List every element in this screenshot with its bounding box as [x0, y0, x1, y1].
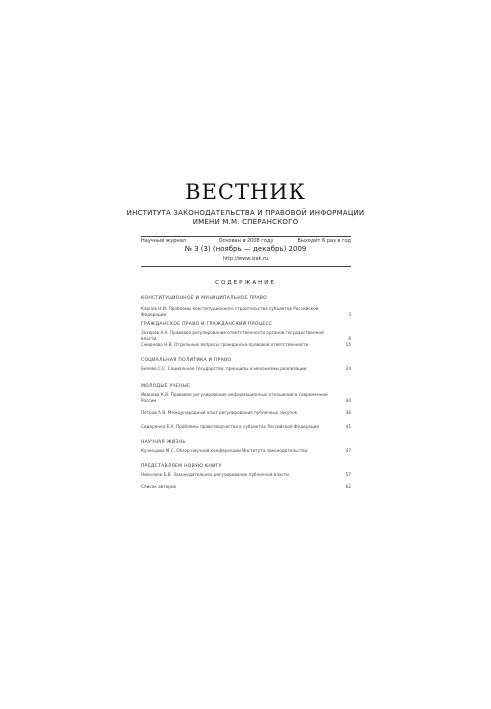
journal-subtitle [0, 209, 491, 227]
toc-entry[interactable] [141, 424, 351, 430]
toc-entry-page: 57 [345, 472, 351, 477]
meta-right: Выходит 6 раз в год [297, 238, 351, 244]
toc-entry-page: 41 [345, 424, 351, 429]
website-link[interactable]: http://www.izak.ru [222, 256, 269, 262]
meta-center: Основан в 2008 году [218, 238, 274, 244]
toc-entry[interactable] [141, 366, 351, 372]
meta-left: Научный журнал [141, 238, 186, 244]
toc-entry-text: Список авторов [141, 484, 176, 489]
toc-section-title: ПРЕДСТАВЛЯЕМ НОВУЮ КНИГУ [141, 464, 222, 469]
toc-entry-text: Захаров А.А. Правовое регулирование ответственности органов государственной власти [141, 330, 324, 341]
toc-entry-page: 62 [345, 484, 351, 489]
toc-entry[interactable] [141, 342, 351, 348]
toc-entry[interactable] [141, 330, 351, 342]
toc-section-title: КОНСТИТУЦИОННОЕ И МУНИЦИПАЛЬНОЕ ПРАВО [141, 296, 267, 301]
toc-entry[interactable] [141, 392, 351, 404]
toc-heading: СОДЕРЖАНИЕ [215, 280, 276, 286]
journal-title: ВЕСТНИК [185, 180, 306, 204]
toc-entry-page: 36 [345, 410, 351, 415]
toc-section-title: НАУЧНАЯ ЖИЗНЬ [141, 440, 186, 445]
toc-entry[interactable] [141, 410, 351, 416]
issue-number: № 3 (3) (ноябрь — декабрь) 2009 [184, 245, 307, 253]
toc-entry-text: Карпов Н.И. Проблемы конституционного строительства субъектов Российской Федерации [141, 306, 319, 317]
toc-entry[interactable] [141, 484, 351, 490]
bottom-rule [141, 266, 351, 267]
toc-entry-text: Иванова К.В. Правовое регулирование информационных отношений в современной России [141, 392, 328, 403]
top-rule [141, 236, 351, 237]
toc-entry-page: 3 [348, 312, 351, 317]
toc-section-title: МОЛОДЫЕ УЧЕНЫЕ [141, 384, 191, 389]
subtitle-line-1: ИНСТИТУТА ЗАКОНОДАТЕЛЬСТВА И ПРАВОВОЙ ИНФОРМАЦИИ [126, 209, 365, 217]
subtitle-line-2: ИМЕНИ М.М. СПЕРАНСКОГО [192, 218, 299, 226]
toc-entry-page: 47 [345, 448, 351, 453]
toc-entry[interactable] [141, 306, 351, 318]
toc-section-title: ГРАЖДАНСКОЕ ПРАВО И ГРАЖДАНСКИЙ ПРОЦЕСС [141, 322, 273, 327]
toc-entry-page: 24 [345, 366, 351, 371]
toc-entry-text: Николаев Б.В. Законодательное регулирование публичной власти [141, 472, 289, 477]
toc-entry[interactable] [141, 472, 351, 478]
toc-entry-text: Кузнецова М.С. Обзор научной конференции Института законодательства [141, 448, 308, 453]
toc-section-title: СОЦИАЛЬНАЯ ПОЛИТИКА И ПРАВО [141, 358, 232, 363]
toc-entry-text: Петров А.В. Международный опыт регулирования публичных закупок [141, 410, 298, 415]
toc-entry-text: Смирнова Н.В. Отдельные вопросы гражданско-правовой ответственности [141, 342, 309, 347]
toc-entry[interactable] [141, 448, 351, 454]
toc-entry-text: Сидоренко Е.А. Проблемы правотворчества в субъектах Российской Федерации [141, 424, 320, 429]
toc-entry-page: 30 [345, 398, 351, 403]
toc-entry-page: 15 [345, 342, 351, 347]
toc-entry-text: Беляев С.С. Социальное государство: принципы и механизмы реализации [141, 366, 307, 371]
toc-entry-page: 8 [348, 336, 351, 341]
